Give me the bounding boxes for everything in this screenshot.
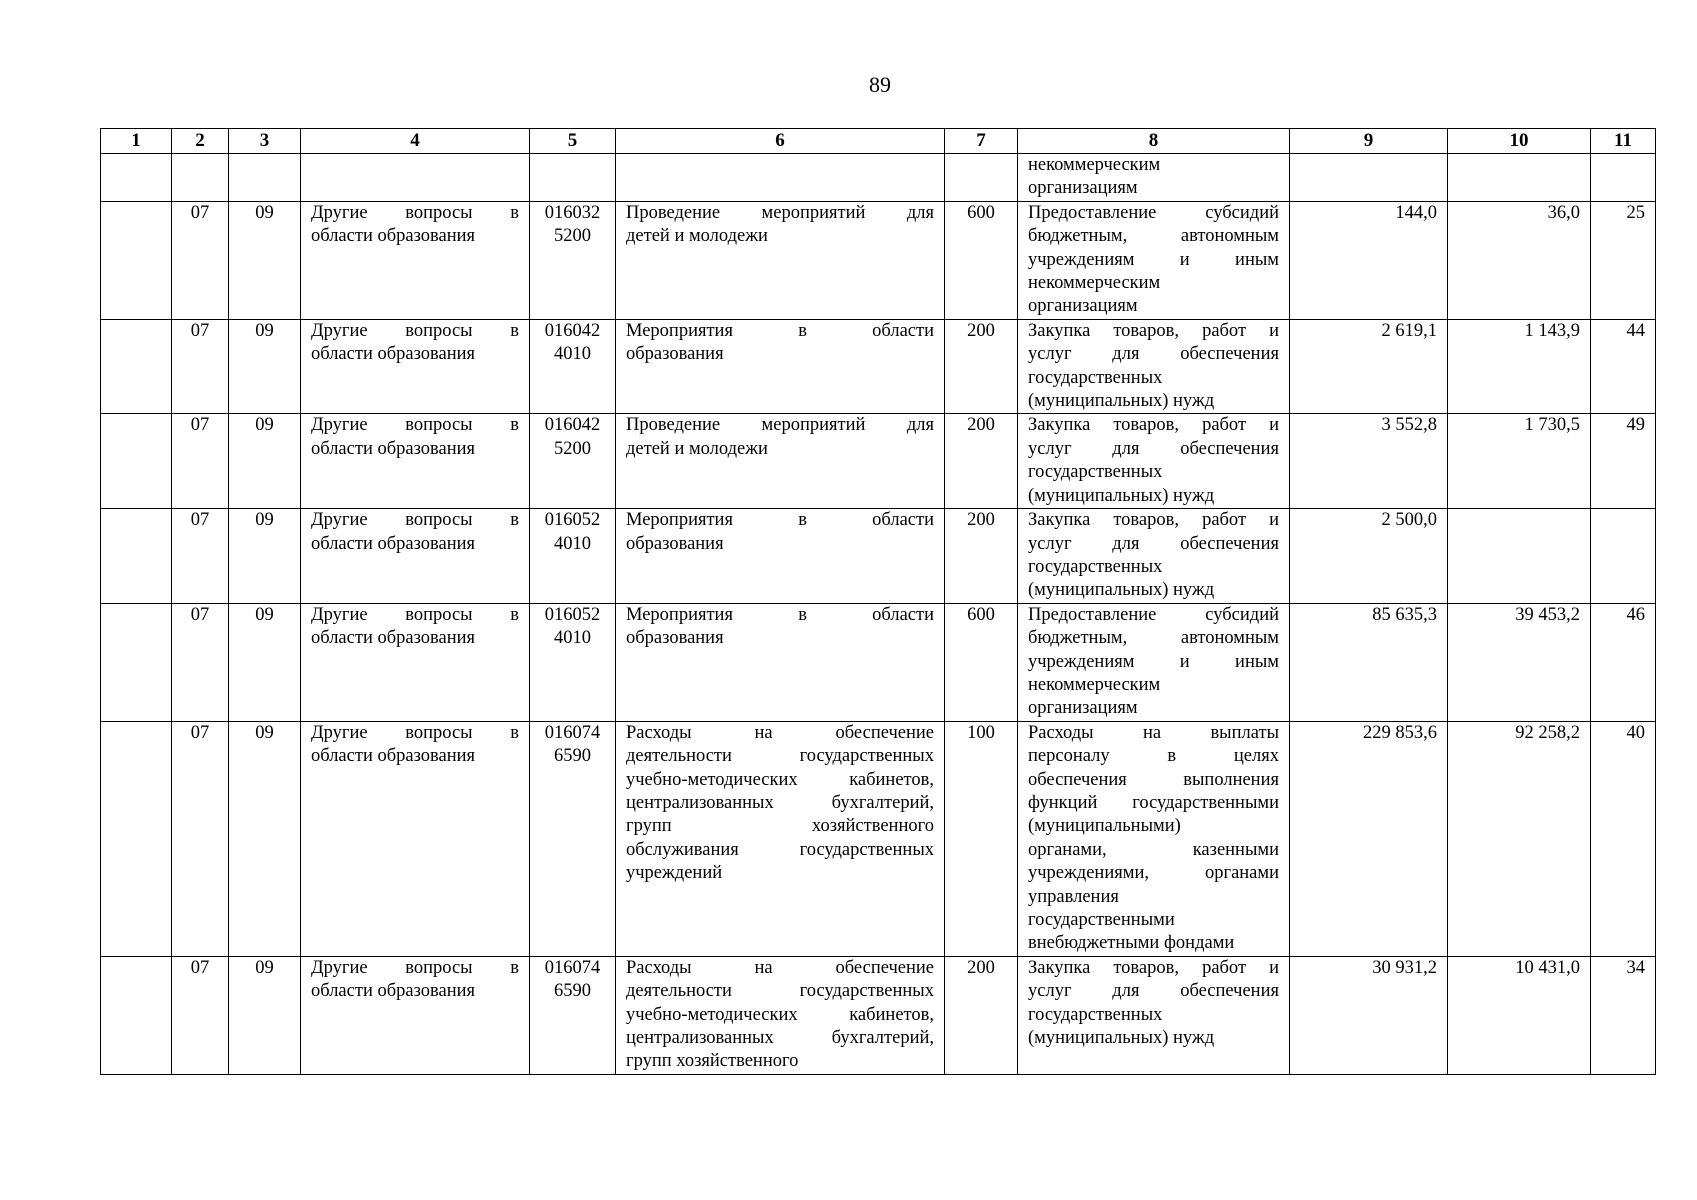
cell-col11: [1591, 154, 1656, 202]
cell-executed-amount: 10 431,0: [1448, 956, 1591, 1074]
column-header-2: 2: [172, 129, 229, 154]
cell-planned-amount: 30 931,2: [1290, 956, 1448, 1074]
cell-expense-type-name: [1018, 414, 1290, 509]
cell-line: 016042: [544, 320, 601, 341]
table-row: [101, 956, 1656, 1074]
cell-line: учреждениям и иным: [1028, 651, 1279, 672]
cell-line: (муниципальных) нужд: [1028, 1028, 1215, 1049]
cell-line: обслуживания государственных: [626, 839, 934, 860]
cell-col1: [101, 414, 172, 509]
cell-line: Закупка товаров, работ и: [1028, 415, 1279, 436]
cell-line: Другие вопросы в: [311, 202, 519, 223]
cell-line: 016052: [544, 510, 601, 531]
cell-line: Расходы на обеспечение: [626, 722, 934, 743]
table-row: [101, 721, 1656, 956]
header-row: [101, 129, 1656, 154]
page-number: 89: [869, 72, 891, 97]
cell-line: государственными: [1028, 910, 1175, 930]
cell-line: Другие вопросы в: [311, 320, 519, 341]
cell-line: 4010: [554, 344, 591, 365]
cell-section-name: [301, 956, 530, 1074]
cell-target-code: [530, 956, 616, 1074]
cell-line: 5200: [554, 438, 591, 459]
cell-section-code: 07: [172, 603, 229, 721]
cell-line: 016032: [544, 202, 601, 223]
cell-line: (муниципальными): [1028, 816, 1181, 837]
cell-planned-amount: 229 853,6: [1290, 721, 1448, 956]
cell-col9: [1290, 154, 1448, 202]
cell-line: государственных: [1028, 462, 1163, 483]
cell-target-code: [530, 414, 616, 509]
table-row: [101, 414, 1656, 509]
cell-line: Расходы на выплаты: [1028, 722, 1279, 743]
cell-expense-type-code: 100: [945, 721, 1018, 956]
cell-planned-amount: 85 635,3: [1290, 603, 1448, 721]
cell-line: функций государственными: [1028, 792, 1279, 813]
cell-section-name: [301, 603, 530, 721]
cell-target-code: [530, 603, 616, 721]
column-header-9: 9: [1290, 129, 1448, 154]
cell-line: 016074: [544, 722, 601, 743]
cell-line: Закупка товаров, работ и: [1028, 957, 1279, 978]
cell-target-name: [616, 721, 945, 956]
cell-line: централизованных бухгалтерий,: [626, 792, 934, 813]
cell-section-name: [301, 509, 530, 604]
cell-line: Мероприятия в области: [626, 510, 934, 531]
cell-line: Другие вопросы в: [311, 604, 519, 625]
cell-target-name: [616, 509, 945, 604]
cell-col1: [101, 201, 172, 319]
budget-table: [100, 128, 1656, 1075]
cell-line: бюджетным, автономным: [1028, 628, 1279, 649]
cell-target-name: [616, 603, 945, 721]
cell-section-name: [301, 414, 530, 509]
cell-line: услуг для обеспечения: [1028, 438, 1279, 459]
cell-line: области образования: [311, 746, 476, 767]
cell-line: 4010: [554, 533, 591, 554]
cell-line: организациям: [1028, 698, 1138, 719]
cell-line: групп хозяйственного: [626, 816, 934, 837]
column-header-7: 7: [945, 129, 1018, 154]
cell-col4: [301, 154, 530, 202]
column-header-5: 5: [530, 129, 616, 154]
cell-subsection-code: 09: [229, 319, 301, 414]
cell-subsection-code: 09: [229, 603, 301, 721]
cell-line: учебно-методических кабинетов,: [626, 769, 934, 790]
column-header-11: 11: [1591, 129, 1656, 154]
cell-col1: [101, 154, 172, 202]
cell-line: 016052: [544, 604, 601, 625]
table-row: [101, 319, 1656, 414]
cell-line: государственных: [1028, 367, 1163, 388]
cell-line: Другие вопросы в: [311, 722, 519, 743]
cell-line: детей и молодежи: [626, 226, 768, 247]
cell-planned-amount: 144,0: [1290, 201, 1448, 319]
cell-line: Мероприятия в области: [626, 604, 934, 625]
column-header-10: 10: [1448, 129, 1591, 154]
table-row: [101, 509, 1656, 604]
cell-target-code: [530, 509, 616, 604]
cell-line: образования: [626, 533, 724, 554]
cell-section-code: 07: [172, 201, 229, 319]
cell-col1: [101, 603, 172, 721]
cell-line: управления: [1028, 886, 1119, 907]
cell-executed-amount: 1 730,5: [1448, 414, 1591, 509]
cell-line: услуг для обеспечения: [1028, 981, 1279, 1002]
cell-line: групп хозяйственного: [626, 1051, 799, 1072]
cell-col7: [945, 154, 1018, 202]
cell-line: внебюджетными фондами: [1028, 933, 1235, 954]
cell-target-name: [616, 956, 945, 1074]
cell-line: организациям: [1028, 178, 1138, 199]
cell-line: государственных: [1028, 556, 1163, 577]
cell-section-name: [301, 201, 530, 319]
cell-line: 016074: [544, 957, 601, 978]
cell-subsection-code: 09: [229, 414, 301, 509]
cell-line: 016042: [544, 415, 601, 436]
column-header-1: 1: [101, 129, 172, 154]
cell-line: Расходы на обеспечение: [626, 957, 934, 978]
cell-line: Закупка товаров, работ и: [1028, 510, 1279, 531]
cell-line: области образования: [311, 344, 476, 365]
table-body: [101, 154, 1656, 1075]
cell-expense-type-name: [1018, 721, 1290, 956]
cell-line: образования: [626, 344, 724, 365]
cell-percent: 34: [1591, 956, 1656, 1074]
cell-line: персоналу в целях: [1028, 746, 1279, 767]
cell-executed-amount: 36,0: [1448, 201, 1591, 319]
column-header-8: 8: [1018, 129, 1290, 154]
cell-line: Предоставление субсидий: [1028, 604, 1279, 625]
cell-expense-type-code: 200: [945, 414, 1018, 509]
cell-planned-amount: 2 500,0: [1290, 509, 1448, 604]
cell-line: услуг для обеспечения: [1028, 344, 1279, 365]
cell-percent: 46: [1591, 603, 1656, 721]
cell-line: обеспечения выполнения: [1028, 769, 1279, 790]
cell-percent: 44: [1591, 319, 1656, 414]
cell-target-name: [616, 319, 945, 414]
cell-col10: [1448, 154, 1591, 202]
cell-line: области образования: [311, 981, 476, 1002]
cell-percent: 49: [1591, 414, 1656, 509]
cell-executed-amount: 39 453,2: [1448, 603, 1591, 721]
cell-line: Другие вопросы в: [311, 415, 519, 436]
cell-executed-amount: [1448, 509, 1591, 604]
table-row: [101, 603, 1656, 721]
cell-percent: [1591, 509, 1656, 604]
cell-line: учреждениям и иным: [1028, 249, 1279, 270]
cell-section-code: 07: [172, 319, 229, 414]
cell-line: Закупка товаров, работ и: [1028, 320, 1279, 341]
cell-line: Другие вопросы в: [311, 957, 519, 978]
cell-col1: [101, 319, 172, 414]
cell-subsection-code: 09: [229, 201, 301, 319]
cell-executed-amount: 92 258,2: [1448, 721, 1591, 956]
cell-expense-type-code: 200: [945, 509, 1018, 604]
cell-line: Проведение мероприятий для: [626, 202, 934, 223]
cell-col1: [101, 956, 172, 1074]
cell-expense-type-name: [1018, 319, 1290, 414]
cell-expense-type-code: 200: [945, 319, 1018, 414]
cell-percent: 25: [1591, 201, 1656, 319]
cell-line: Предоставление субсидий: [1028, 202, 1279, 223]
cell-line: области образования: [311, 438, 476, 459]
cell-executed-amount: 1 143,9: [1448, 319, 1591, 414]
cell-line: государственных: [1028, 1004, 1163, 1025]
cell-col5: [530, 154, 616, 202]
cell-section-code: 07: [172, 509, 229, 604]
cell-section-code: 07: [172, 721, 229, 956]
cell-line: Проведение мероприятий для: [626, 415, 934, 436]
cell-line: 6590: [554, 981, 591, 1002]
cell-expense-type-name: [1018, 201, 1290, 319]
cell-line: (муниципальных) нужд: [1028, 485, 1215, 506]
cell-line: области образования: [311, 628, 476, 649]
cell-percent: 40: [1591, 721, 1656, 956]
cell-expense-type-code: 600: [945, 201, 1018, 319]
cell-line: учреждений: [626, 863, 723, 884]
cell-col2: [172, 154, 229, 202]
column-header-3: 3: [229, 129, 301, 154]
cell-line: бюджетным, автономным: [1028, 226, 1279, 247]
column-header-4: 4: [301, 129, 530, 154]
cell-col1: [101, 721, 172, 956]
cell-expense-type-code: 600: [945, 603, 1018, 721]
cell-col6: [616, 154, 945, 202]
cell-line: 6590: [554, 746, 591, 767]
cell-line: области образования: [311, 533, 476, 554]
cell-expense-type-name: [1018, 509, 1290, 604]
table-row: [101, 201, 1656, 319]
cell-expense-type-name: [1018, 956, 1290, 1074]
cell-target-name: [616, 201, 945, 319]
cell-line: организациям: [1028, 296, 1138, 317]
cell-target-code: [530, 201, 616, 319]
cell-target-code: [530, 319, 616, 414]
cell-col3: [229, 154, 301, 202]
cell-line: области образования: [311, 226, 476, 247]
cell-section-code: 07: [172, 414, 229, 509]
cell-planned-amount: 2 619,1: [1290, 319, 1448, 414]
cell-planned-amount: 3 552,8: [1290, 414, 1448, 509]
column-header-6: 6: [616, 129, 945, 154]
cell-target-code: [530, 721, 616, 956]
cell-subsection-code: 09: [229, 956, 301, 1074]
cell-line: детей и молодежи: [626, 438, 768, 459]
cell-line: (муниципальных) нужд: [1028, 580, 1215, 601]
cell-col1: [101, 509, 172, 604]
cell-line: некоммерческим: [1028, 155, 1161, 175]
cell-expense-type-name: [1018, 603, 1290, 721]
cell-line: некоммерческим: [1028, 273, 1161, 294]
cell-line: централизованных бухгалтерий,: [626, 1028, 934, 1049]
cell-line: услуг для обеспечения: [1028, 533, 1279, 554]
cell-section-name: [301, 319, 530, 414]
cell-line: деятельности государственных: [626, 746, 934, 767]
cell-line: образования: [626, 628, 724, 649]
cell-line: учреждениями, органами: [1028, 863, 1279, 884]
cell-line: 5200: [554, 226, 591, 247]
cell-section-name: [301, 721, 530, 956]
cell-line: Мероприятия в области: [626, 320, 934, 341]
cell-line: 4010: [554, 628, 591, 649]
cell-expense-type-code: 200: [945, 956, 1018, 1074]
cell-line: Другие вопросы в: [311, 510, 519, 531]
cell-subsection-code: 09: [229, 509, 301, 604]
cell-line: некоммерческим: [1028, 674, 1161, 695]
cell-line: учебно-методических кабинетов,: [626, 1004, 934, 1025]
cell-section-code: 07: [172, 956, 229, 1074]
cell-line: деятельности государственных: [626, 981, 934, 1002]
cell-line: органами, казенными: [1028, 839, 1279, 860]
cell-subsection-code: 09: [229, 721, 301, 956]
cell-line: (муниципальных) нужд: [1028, 391, 1215, 412]
cell-recipient-type: [1018, 154, 1290, 202]
continuation-row: [101, 154, 1656, 202]
cell-target-name: [616, 414, 945, 509]
